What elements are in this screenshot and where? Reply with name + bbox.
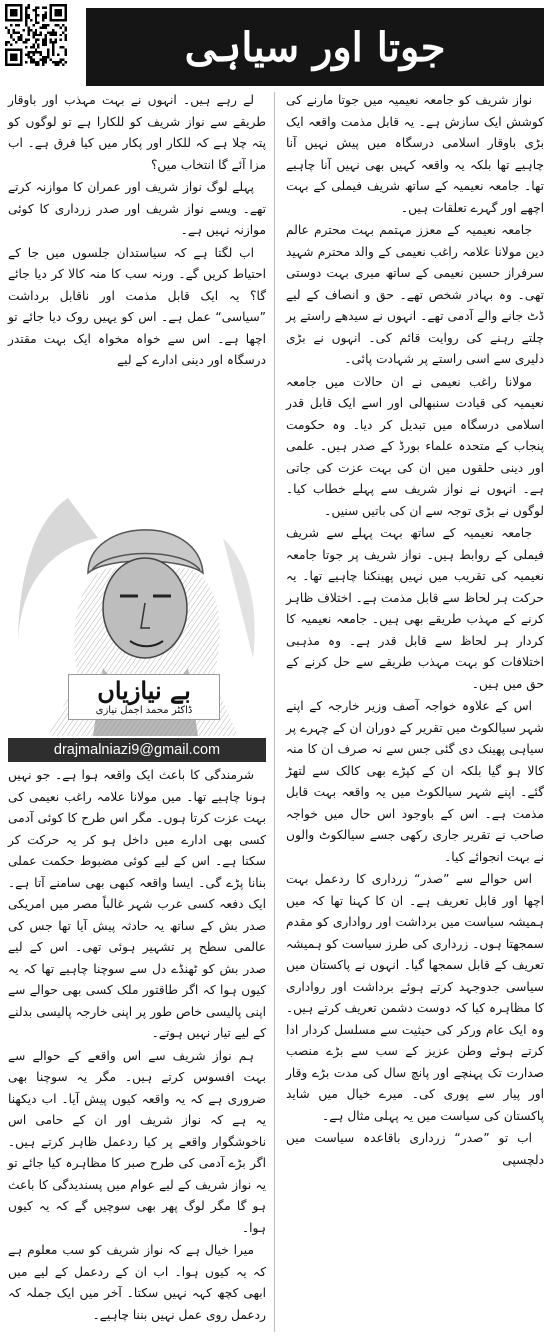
paragraph: اس کے علاوہ خواجہ آصف وزیر خارجہ کے اپنے شہر سیالکوٹ میں تقریر کے دوران ان کے چہرے پر سیاہی پھینک دی گئی جس سے نہ صرف ان کا منہ کالا ہو گیا بلکہ ان کے کپڑے بھی کالک سے لتھڑ گئے۔ اپنے شہر سیالکوٹ میں یہ واقعہ بہت قابل مذمت ہے۔ اس کے باوجود اس حال میں خواجہ صاحب نے تقریر جاری رکھی جسے سیالکوٹ والوں نے بہت انجوائے کیا۔	[286, 699, 544, 864]
paragraph: لے رہے ہیں۔ انہوں نے بہت مہذب اور باوقار طریقے سے نواز شریف کو للکارا ہے تو لوگوں کو پتہ چلا ہے کہ للکار اور پکار میں کیا فرق ہے۔ اب مزا آئے گا انتخاب میں؟	[8, 93, 266, 172]
paragraph: اب تو ”صدر“ زرداری باقاعدہ سیاست میں دلچسپی	[286, 1131, 544, 1167]
paragraph: مولانا راغب نعیمی نے ان حالات میں جامعہ نعیمیہ کی قیادت سنبھالی اور اسے ایک قابل قدر اسلامی درسگاہ میں تبدیل کر دیا۔ وہ حکومت پنجاب کے متحدہ علماء بورڈ کے صدر ہیں۔ علمی اور دینی حلقوں میں ان کی بہت عزت کی جاتی ہے۔ انہوں نے نواز شریف سے پہلے خطاب کیا۔ لوگوں نے بڑی توجہ سے ان کی باتیں سنیں۔	[286, 374, 544, 518]
paragraph: جامعہ نعیمیہ کے معزز مہتمم بہت محترم عالم دین مولانا علامہ راغب نعیمی کے والد محترم شہید سرفراز حسین نعیمی کے ساتھ میری بہت دوستی تھی۔ وہ بہادر شخص تھے۔ حق و انصاف کے لیے ڈٹ جانے والے آدمی تھے۔ انہوں نے سیدھے راستے پر چلتے رہنے کی روایت قائم کی۔ انہوں نے بڑی دلیری سے اسی راستے پر شہادت پائی۔	[286, 223, 544, 366]
author-portrait	[8, 478, 266, 736]
qr-code-icon	[5, 4, 67, 66]
paragraph: نواز شریف کو جامعہ نعیمیہ میں جوتا مارنے کی کوشش ایک سازش ہے۔ یہ قابل مذمت واقعہ ایک بڑی باوقار اسلامی درسگاہ میں پیش نہیں آنا چاہیے تھا بلکہ یہ واقعہ کہیں بھی نہیں آنا چاہیے تھا۔ جامعہ نعیمیہ کے ساتھ شریف فیملی کے بہت اچھے اور گہرے تعلقات ہیں۔	[286, 93, 544, 215]
article-column-left-top	[8, 90, 266, 470]
paragraph: جامعہ نعیمیہ کے ساتھ بہت پہلے سے شریف فیملی کے روابط ہیں۔ نواز شریف پر جوتا جامعہ نعیمیہ کی تقریب میں نہیں پھینکنا چاہیے تھا۔ یہ حرکت ہر لحاظ سے قابل مذمت ہے۔ اختلاف ظاہر کرنے کے مہذب طریقے بھی ہیں۔ جامعہ نعیمیہ کا کردار ہر لحاظ سے قابل قدر ہے۔ وہ مذہبی اختلافات کو بہت مہذب طریقے سے حل کرنے کے حق میں ہیں۔	[286, 526, 544, 691]
article-title: جوتا اور سیاہی	[184, 23, 446, 71]
paragraph: پہلے لوگ نواز شریف اور عمران کا موازنہ کرتے تھے۔ ویسے نواز شریف اور صدر زرداری کا کوئی موازنہ نہیں ہے۔	[8, 180, 266, 237]
paragraph: اب لگتا ہے کہ سیاستدان جلسوں میں جا کے احتیاط کریں گے۔ ورنہ سب کا منہ کالا کر دیا جائے گا؟ یہ ایک قابل مذمت اور ناقابل برداشت ”سیاسی“ عمل ہے۔ اس کو یہیں روک دیا جائے تو اچھا ہے۔ اس سے خواہ مخواہ ایک بہت مقتدر درسگاہ اور دینی ادارے کے لیے	[8, 245, 266, 367]
article-column-right	[286, 90, 544, 1336]
paragraph: میرا خیال ہے کہ نواز شریف کو سب معلوم ہے کہ یہ کیوں ہوا۔ اب ان کے ردعمل کے لیے میں ابھی کچھ کہہ نہیں سکتا۔ آخر میں ایک جملہ کہ ردعمل روی عمل نہیں بننا چاہیے۔	[8, 1243, 266, 1322]
author-name: ڈاکٹر محمد اجمل نیازی	[95, 704, 193, 716]
article-column-left-bottom	[8, 765, 266, 1337]
paragraph: ہم نواز شریف سے اس واقعے کے حوالے سے بہت افسوس کرتے ہیں۔ مگر یہ سوچنا بھی ضروری ہے کہ یہ واقعہ کیوں پیش آیا۔ اب دیکھنا یہ ہے کہ نواز شریف اور ان کے حامی اس ناخوشگوار واقعے پر کیا ردعمل ظاہر کرتے ہیں۔ اگر بڑے آدمی کی طرح صبر کا مظاہرہ کیا جائے تو یہ نواز شریف کے لیے عوام میں پسندیدگی کا باعث ہو گا مگر لوگ پھر بھی سوچیں گے کہ یہ کیوں ہوا۔	[8, 1048, 266, 1235]
column-divider	[274, 92, 275, 1332]
paragraph: اس حوالے سے ”صدر“ زرداری کا ردعمل بہت اچھا اور قابل تعریف ہے۔ ان کا کہنا تھا کہ میں ہمیشہ سیاست میں برداشت اور رواداری کو مقدم سمجھتا ہوں۔ زرداری کی طرز سیاست کو ہمیشہ تعریف کے قابل سمجھا گیا۔ انہوں نے پاکستان میں سیاسی جدوجہد کرتے ہوئے برداشت اور رواداری کا مظاہرہ کیا کہ دوست دشمن تعریف کرتے ہیں۔ وہ ایک عام ورکر کی حیثیت سے مسلسل کردار ادا کرتے ہوئے وطن عزیز کے سب سے بڑے منصب صدارت تک پہنچے اور پانچ سال کی مدت بڑے وقار اور پیار سے پوری کی۔ میرے خیال میں شاید پاکستان کی سیاست میں یہ پہلی مثال ہے۔	[286, 872, 544, 1123]
author-email: drajmalniazi9@gmail.com	[8, 738, 266, 762]
title-banner	[86, 8, 544, 86]
column-name: بے نیازیاں	[97, 675, 191, 705]
column-badge	[68, 674, 220, 720]
paragraph: شرمندگی کا باعث ایک واقعہ ہوا ہے۔ جو نہیں ہونا چاہیے تھا۔ میں مولانا علامہ راغب نعیمی کی بہت عزت کرتا ہوں۔ مگر اس طرح کا کوئی آدمی کسی بھی ادارے میں داخل ہو کر یہ حرکت کر سکتا ہے۔ اس کے لیے کوئی مضبوط حکمت عملی بنانا پڑے گی۔ ایسا واقعہ کبھی بھی سامنے آتا ہے۔ ایک دفعہ کسی عرب شہر غالباً مصر میں امریکی صدر بش کے ساتھ یہ حادثہ پیش آیا تھا جس کی عالمی سطح پر تشہیر ہوئی تھی۔ اس کے لیے صدر بش کو ٹھنڈے دل سے سوچنا چاہیے تھا کہ یہ کیوں ہوا کہ اگر طاقتور ملک کسی بھی حوالے سے اپنی پالیسی خاص طور پر اپنی خارجہ پالیسی بدلنے کے لیے تیار نہیں ہوتے۔	[8, 768, 266, 1040]
